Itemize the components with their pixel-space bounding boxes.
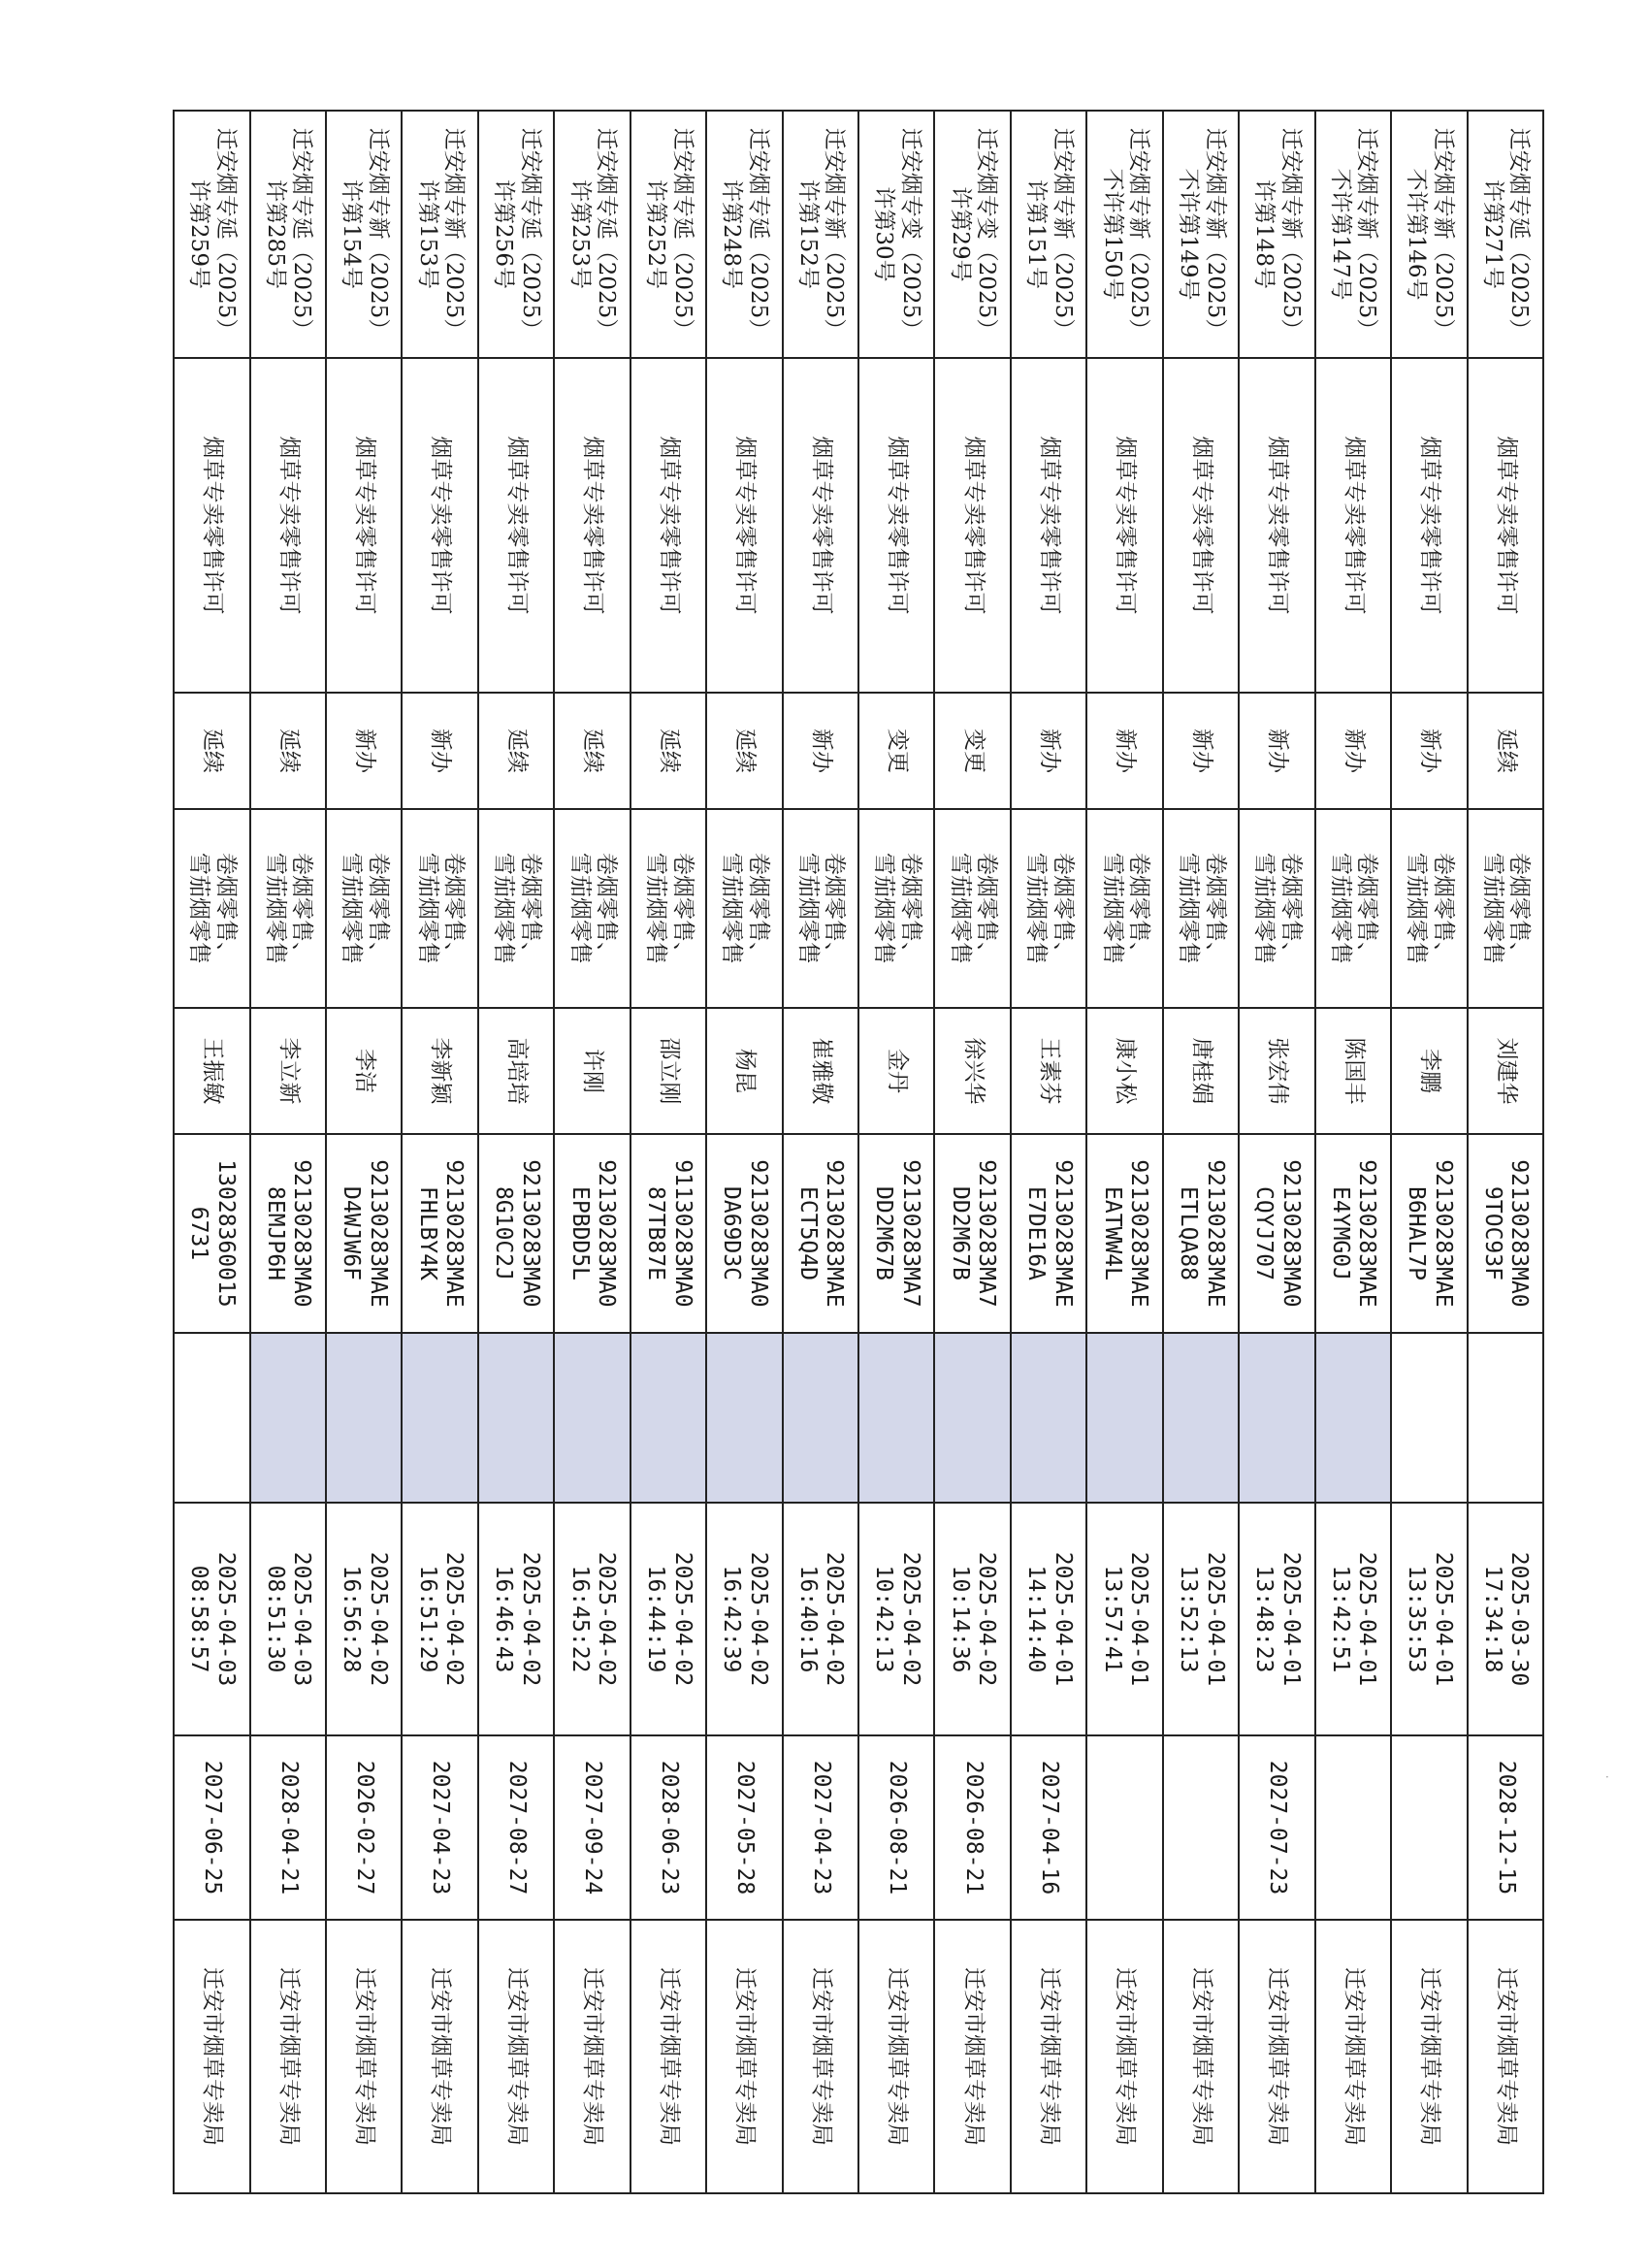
blank-cell — [783, 1333, 858, 1503]
decision-datetime-cell: 2025-04-03 08:58:57 — [174, 1503, 250, 1735]
document-type-cell: 烟草专卖零售许可 — [554, 358, 630, 693]
business-scope-cell: 卷烟零售、 雪茄烟零售 — [1086, 809, 1162, 1008]
holder-name-cell: 邵立刚 — [630, 1008, 706, 1134]
expiry-date-cell: 2027-07-23 — [1239, 1735, 1314, 1920]
issuing-authority-cell: 迁安市烟草专卖局 — [478, 1920, 554, 2193]
document-type-cell: 烟草专卖零售许可 — [250, 358, 326, 693]
document-type-cell: 烟草专卖零售许可 — [326, 358, 402, 693]
decision-datetime-cell: 2025-04-02 10:14:36 — [935, 1503, 1011, 1735]
issuing-authority-cell: 迁安市烟草专卖局 — [1391, 1920, 1467, 2193]
credit-code-cell: 92130283MAE D4WJW6F — [326, 1134, 402, 1333]
business-scope-cell: 卷烟零售、 雪茄烟零售 — [1163, 809, 1239, 1008]
expiry-date-cell: 2027-04-23 — [402, 1735, 477, 1920]
table-row — [554, 111, 630, 2193]
scan-speck: · — [1605, 1770, 1609, 1784]
issuing-authority-cell: 迁安市烟草专卖局 — [554, 1920, 630, 2193]
issuing-authority-cell: 迁安市烟草专卖局 — [706, 1920, 782, 2193]
expiry-date-cell — [1391, 1735, 1467, 1920]
blank-cell — [706, 1333, 782, 1503]
license-number-cell: 迁安烟专新（2025） 不许第149号 — [1163, 111, 1239, 358]
license-number-cell: 迁安烟专变（2025） 许第30号 — [858, 111, 934, 358]
document-type-cell: 烟草专卖零售许可 — [1011, 358, 1086, 693]
license-number-cell: 迁安烟专延（2025） 许第248号 — [706, 111, 782, 358]
license-number-cell: 迁安烟专延（2025） 许第256号 — [478, 111, 554, 358]
holder-name-cell: 李鹏 — [1391, 1008, 1467, 1134]
table-row — [250, 111, 326, 2193]
blank-cell — [1163, 1333, 1239, 1503]
business-scope-cell: 卷烟零售、 雪茄烟零售 — [554, 809, 630, 1008]
business-scope-cell: 卷烟零售、 雪茄烟零售 — [1239, 809, 1314, 1008]
decision-datetime-cell: 2025-04-02 16:46:43 — [478, 1503, 554, 1735]
credit-code-cell: 92130283MAE ETLQA88 — [1163, 1134, 1239, 1333]
issuing-authority-cell: 迁安市烟草专卖局 — [858, 1920, 934, 2193]
action-type-cell: 延续 — [174, 693, 250, 809]
decision-datetime-cell: 2025-04-01 14:14:40 — [1011, 1503, 1086, 1735]
blank-cell — [858, 1333, 934, 1503]
expiry-date-cell: 2026-02-27 — [326, 1735, 402, 1920]
document-type-cell: 烟草专卖零售许可 — [1468, 358, 1543, 693]
blank-cell — [174, 1333, 250, 1503]
credit-code-cell: 92130283MAE E7DE16A — [1011, 1134, 1086, 1333]
issuing-authority-cell: 迁安市烟草专卖局 — [326, 1920, 402, 2193]
table-row — [478, 111, 554, 2193]
expiry-date-cell: 2028-12-15 — [1468, 1735, 1543, 1920]
business-scope-cell: 卷烟零售、 雪茄烟零售 — [858, 809, 934, 1008]
decision-datetime-cell: 2025-04-02 16:44:19 — [630, 1503, 706, 1735]
license-number-cell: 迁安烟专变（2025） 许第29号 — [935, 111, 1011, 358]
issuing-authority-cell: 迁安市烟草专卖局 — [783, 1920, 858, 2193]
action-type-cell: 变更 — [935, 693, 1011, 809]
license-number-cell: 迁安烟专延（2025） 许第253号 — [554, 111, 630, 358]
table-row — [402, 111, 477, 2193]
credit-code-cell: 92130283MA7 DD2M67B — [858, 1134, 934, 1333]
business-scope-cell: 卷烟零售、 雪茄烟零售 — [630, 809, 706, 1008]
holder-name-cell: 金丹 — [858, 1008, 934, 1134]
license-number-cell: 迁安烟专新（2025） 不许第150号 — [1086, 111, 1162, 358]
business-scope-cell: 卷烟零售、 雪茄烟零售 — [935, 809, 1011, 1008]
action-type-cell: 新办 — [783, 693, 858, 809]
holder-name-cell: 李立新 — [250, 1008, 326, 1134]
expiry-date-cell: 2027-05-28 — [706, 1735, 782, 1920]
expiry-date-cell — [1163, 1735, 1239, 1920]
document-type-cell: 烟草专卖零售许可 — [1163, 358, 1239, 693]
action-type-cell: 延续 — [478, 693, 554, 809]
business-scope-cell: 卷烟零售、 雪茄烟零售 — [706, 809, 782, 1008]
document-type-cell: 烟草专卖零售许可 — [630, 358, 706, 693]
decision-datetime-cell: 2025-04-02 16:40:16 — [783, 1503, 858, 1735]
blank-cell — [1391, 1333, 1467, 1503]
table-body — [174, 111, 1543, 2193]
issuing-authority-cell: 迁安市烟草专卖局 — [1315, 1920, 1391, 2193]
decision-datetime-cell: 2025-04-01 13:57:41 — [1086, 1503, 1162, 1735]
issuing-authority-cell: 迁安市烟草专卖局 — [630, 1920, 706, 2193]
business-scope-cell: 卷烟零售、 雪茄烟零售 — [1468, 809, 1543, 1008]
issuing-authority-cell: 迁安市烟草专卖局 — [1239, 1920, 1314, 2193]
issuing-authority-cell: 迁安市烟草专卖局 — [1163, 1920, 1239, 2193]
table-row — [706, 111, 782, 2193]
blank-cell — [1468, 1333, 1543, 1503]
credit-code-cell: 92130283MA0 9TOC93F — [1468, 1134, 1543, 1333]
blank-cell — [402, 1333, 477, 1503]
holder-name-cell: 高培培 — [478, 1008, 554, 1134]
document-type-cell: 烟草专卖零售许可 — [174, 358, 250, 693]
license-number-cell: 迁安烟专延（2025） 许第252号 — [630, 111, 706, 358]
issuing-authority-cell: 迁安市烟草专卖局 — [1011, 1920, 1086, 2193]
table-row — [1163, 111, 1239, 2193]
blank-cell — [554, 1333, 630, 1503]
business-scope-cell: 卷烟零售、 雪茄烟零售 — [1011, 809, 1086, 1008]
license-number-cell: 迁安烟专延（2025） 许第259号 — [174, 111, 250, 358]
action-type-cell: 新办 — [402, 693, 477, 809]
holder-name-cell: 陈国丰 — [1315, 1008, 1391, 1134]
business-scope-cell: 卷烟零售、 雪茄烟零售 — [1391, 809, 1467, 1008]
blank-cell — [935, 1333, 1011, 1503]
table-row — [1086, 111, 1162, 2193]
decision-datetime-cell: 2025-04-01 13:42:51 — [1315, 1503, 1391, 1735]
table-row — [326, 111, 402, 2193]
issuing-authority-cell: 迁安市烟草专卖局 — [1468, 1920, 1543, 2193]
holder-name-cell: 张宏伟 — [1239, 1008, 1314, 1134]
document-type-cell: 烟草专卖零售许可 — [1239, 358, 1314, 693]
decision-datetime-cell: 2025-03-30 17:34:18 — [1468, 1503, 1543, 1735]
business-scope-cell: 卷烟零售、 雪茄烟零售 — [1315, 809, 1391, 1008]
business-scope-cell: 卷烟零售、 雪茄烟零售 — [783, 809, 858, 1008]
expiry-date-cell: 2027-04-16 — [1011, 1735, 1086, 1920]
expiry-date-cell: 2028-04-21 — [250, 1735, 326, 1920]
decision-datetime-cell: 2025-04-01 13:52:13 — [1163, 1503, 1239, 1735]
table-row — [1011, 111, 1086, 2193]
holder-name-cell: 许刚 — [554, 1008, 630, 1134]
table-row — [174, 111, 250, 2193]
business-scope-cell: 卷烟零售、 雪茄烟零售 — [326, 809, 402, 1008]
document-type-cell: 烟草专卖零售许可 — [783, 358, 858, 693]
table-row — [935, 111, 1011, 2193]
document-type-cell: 烟草专卖零售许可 — [706, 358, 782, 693]
document-type-cell: 烟草专卖零售许可 — [402, 358, 477, 693]
business-scope-cell: 卷烟零售、 雪茄烟零售 — [250, 809, 326, 1008]
credit-code-cell: 92130283MAE EATWW4L — [1086, 1134, 1162, 1333]
action-type-cell: 新办 — [1163, 693, 1239, 809]
decision-datetime-cell: 2025-04-02 16:51:29 — [402, 1503, 477, 1735]
action-type-cell: 新办 — [1086, 693, 1162, 809]
holder-name-cell: 李洁 — [326, 1008, 402, 1134]
document-type-cell: 烟草专卖零售许可 — [1086, 358, 1162, 693]
decision-datetime-cell: 2025-04-01 13:48:23 — [1239, 1503, 1314, 1735]
issuing-authority-cell: 迁安市烟草专卖局 — [402, 1920, 477, 2193]
table-row — [858, 111, 934, 2193]
credit-code-cell: 92130283MA0 8G10C2J — [478, 1134, 554, 1333]
table-row — [630, 111, 706, 2193]
rotated-document-page — [173, 110, 1544, 2192]
blank-cell — [1086, 1333, 1162, 1503]
action-type-cell: 延续 — [250, 693, 326, 809]
credit-code-cell: 92130283MAE FHLBY4K — [402, 1134, 477, 1333]
credit-code-cell: 92130283MA0 EPBDD5L — [554, 1134, 630, 1333]
holder-name-cell: 康小松 — [1086, 1008, 1162, 1134]
decision-datetime-cell: 2025-04-02 10:42:13 — [858, 1503, 934, 1735]
action-type-cell: 新办 — [1315, 693, 1391, 809]
credit-code-cell: 92130283MAE ECT5Q4D — [783, 1134, 858, 1333]
action-type-cell: 延续 — [630, 693, 706, 809]
credit-code-cell: 13028360015 6731 — [174, 1134, 250, 1333]
expiry-date-cell: 2027-04-23 — [783, 1735, 858, 1920]
business-scope-cell: 卷烟零售、 雪茄烟零售 — [402, 809, 477, 1008]
license-records-table — [173, 110, 1544, 2194]
business-scope-cell: 卷烟零售、 雪茄烟零售 — [478, 809, 554, 1008]
expiry-date-cell — [1086, 1735, 1162, 1920]
credit-code-cell: 92130283MAE B6HAL7P — [1391, 1134, 1467, 1333]
license-number-cell: 迁安烟专新（2025） 不许第147号 — [1315, 111, 1391, 358]
decision-datetime-cell: 2025-04-01 13:35:53 — [1391, 1503, 1467, 1735]
blank-cell — [1011, 1333, 1086, 1503]
holder-name-cell: 刘建华 — [1468, 1008, 1543, 1134]
decision-datetime-cell: 2025-04-02 16:45:22 — [554, 1503, 630, 1735]
credit-code-cell: 92130283MA0 CQYJ707 — [1239, 1134, 1314, 1333]
blank-cell — [1239, 1333, 1314, 1503]
credit-code-cell: 91130283MA0 87TB87E — [630, 1134, 706, 1333]
blank-cell — [326, 1333, 402, 1503]
action-type-cell: 延续 — [1468, 693, 1543, 809]
credit-code-cell: 92130283MAE E4YMG0J — [1315, 1134, 1391, 1333]
expiry-date-cell: 2026-08-21 — [935, 1735, 1011, 1920]
action-type-cell: 新办 — [1391, 693, 1467, 809]
holder-name-cell: 王振敏 — [174, 1008, 250, 1134]
issuing-authority-cell: 迁安市烟草专卖局 — [250, 1920, 326, 2193]
table-row — [1391, 111, 1467, 2193]
action-type-cell: 延续 — [706, 693, 782, 809]
expiry-date-cell: 2027-08-27 — [478, 1735, 554, 1920]
license-number-cell: 迁安烟专新（2025） 不许第146号 — [1391, 111, 1467, 358]
issuing-authority-cell: 迁安市烟草专卖局 — [1086, 1920, 1162, 2193]
expiry-date-cell: 2028-06-23 — [630, 1735, 706, 1920]
document-type-cell: 烟草专卖零售许可 — [1315, 358, 1391, 693]
holder-name-cell: 徐兴华 — [935, 1008, 1011, 1134]
table-row — [1239, 111, 1314, 2193]
blank-cell — [1315, 1333, 1391, 1503]
license-number-cell: 迁安烟专新（2025） 许第152号 — [783, 111, 858, 358]
issuing-authority-cell: 迁安市烟草专卖局 — [935, 1920, 1011, 2193]
holder-name-cell: 杨昆 — [706, 1008, 782, 1134]
license-number-cell: 迁安烟专新（2025） 许第154号 — [326, 111, 402, 358]
issuing-authority-cell: 迁安市烟草专卖局 — [174, 1920, 250, 2193]
holder-name-cell: 李新颖 — [402, 1008, 477, 1134]
holder-name-cell: 崔雅敬 — [783, 1008, 858, 1134]
action-type-cell: 变更 — [858, 693, 934, 809]
action-type-cell: 新办 — [1239, 693, 1314, 809]
decision-datetime-cell: 2025-04-02 16:56:28 — [326, 1503, 402, 1735]
holder-name-cell: 王素芬 — [1011, 1008, 1086, 1134]
expiry-date-cell — [1315, 1735, 1391, 1920]
document-type-cell: 烟草专卖零售许可 — [935, 358, 1011, 693]
license-number-cell: 迁安烟专新（2025） 许第151号 — [1011, 111, 1086, 358]
action-type-cell: 新办 — [326, 693, 402, 809]
credit-code-cell: 92130283MA0 8EMJP6H — [250, 1134, 326, 1333]
action-type-cell: 延续 — [554, 693, 630, 809]
license-number-cell: 迁安烟专延（2025） 许第285号 — [250, 111, 326, 358]
table-row — [1315, 111, 1391, 2193]
document-type-cell: 烟草专卖零售许可 — [858, 358, 934, 693]
expiry-date-cell: 2027-06-25 — [174, 1735, 250, 1920]
license-number-cell: 迁安烟专延（2025） 许第271号 — [1468, 111, 1543, 358]
credit-code-cell: 92130283MA0 DA69D3C — [706, 1134, 782, 1333]
blank-cell — [478, 1333, 554, 1503]
blank-cell — [250, 1333, 326, 1503]
document-type-cell: 烟草专卖零售许可 — [478, 358, 554, 693]
table-row — [783, 111, 858, 2193]
holder-name-cell: 唐桂娟 — [1163, 1008, 1239, 1134]
decision-datetime-cell: 2025-04-02 16:42:39 — [706, 1503, 782, 1735]
license-number-cell: 迁安烟专新（2025） 许第148号 — [1239, 111, 1314, 358]
decision-datetime-cell: 2025-04-03 08:51:30 — [250, 1503, 326, 1735]
action-type-cell: 新办 — [1011, 693, 1086, 809]
license-number-cell: 迁安烟专新（2025） 许第153号 — [402, 111, 477, 358]
document-type-cell: 烟草专卖零售许可 — [1391, 358, 1467, 693]
blank-cell — [630, 1333, 706, 1503]
credit-code-cell: 92130283MA7 DD2M67B — [935, 1134, 1011, 1333]
business-scope-cell: 卷烟零售、 雪茄烟零售 — [174, 809, 250, 1008]
table-row — [1468, 111, 1543, 2193]
expiry-date-cell: 2026-08-21 — [858, 1735, 934, 1920]
expiry-date-cell: 2027-09-24 — [554, 1735, 630, 1920]
